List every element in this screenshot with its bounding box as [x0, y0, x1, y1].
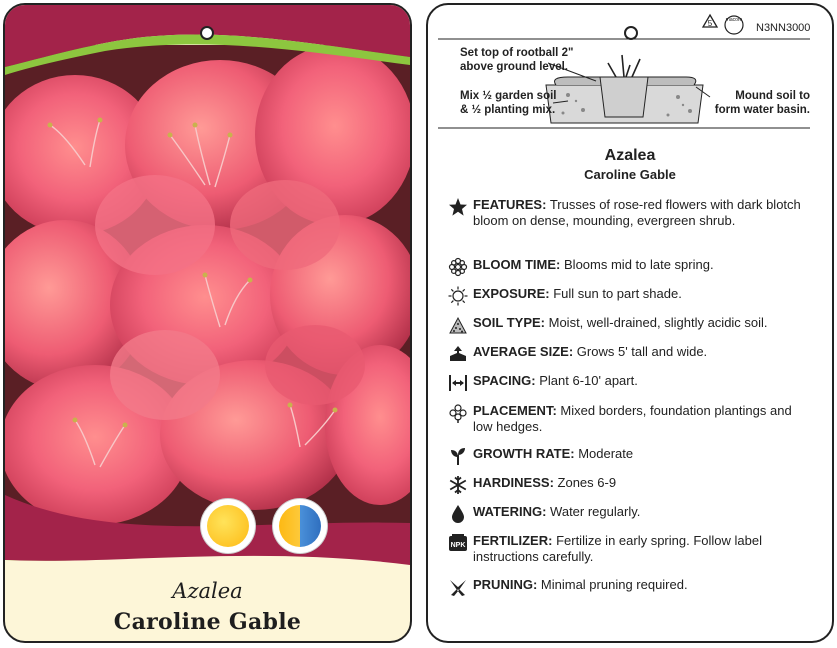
- attribute-text: Fertilize in early spring. Follow label instructions carefully.: [473, 533, 762, 564]
- back-cultivar-name: Caroline Gable: [584, 167, 676, 182]
- soil-icon: [448, 315, 468, 335]
- front-tag: [3, 3, 412, 643]
- npk-icon: [448, 533, 468, 553]
- attribute-label: PRUNING:: [473, 577, 538, 592]
- attribute-text: Trusses of rose-red flowers with dark blotch bloom on dense, mounding, evergreen shrub.: [473, 197, 801, 228]
- attribute-label: GROWTH RATE:: [473, 446, 575, 461]
- recycle-number: 5: [707, 19, 713, 28]
- attribute-label: SPACING:: [473, 373, 536, 388]
- svg-text:NPK: NPK: [450, 542, 466, 549]
- tag-hole: [200, 26, 214, 40]
- back-tag: [426, 3, 834, 643]
- attribute-label: HARDINESS:: [473, 475, 554, 490]
- part-shade-icon: [273, 499, 327, 553]
- attribute-label: WATERING:: [473, 504, 547, 519]
- attribute-label: BLOOM TIME:: [473, 257, 561, 272]
- attribute-label: PLACEMENT:: [473, 403, 557, 418]
- attribute-spacing: [448, 373, 808, 389]
- attribute-bloom-time: [448, 257, 808, 273]
- attribute-text: Minimal pruning required.: [540, 577, 688, 592]
- attribute-label: EXPOSURE:: [473, 286, 550, 301]
- sun-icon: [448, 286, 468, 306]
- sprout-icon: [448, 446, 468, 466]
- front-species-name: Azalea: [172, 579, 243, 603]
- attribute-average-size: [448, 344, 808, 360]
- attribute-soil-type: [448, 315, 808, 331]
- front-cultivar-name: Caroline Gable: [113, 609, 302, 635]
- attribute-text: Water regularly.: [550, 504, 641, 519]
- attribute-watering: [448, 504, 808, 520]
- attribute-pruning: [448, 577, 808, 593]
- attribute-text: Grows 5' tall and wide.: [576, 344, 708, 359]
- attribute-label: SOIL TYPE:: [473, 315, 545, 330]
- diagram-label-mix: Mix ½ garden soil & ½ planting mix.: [460, 90, 557, 116]
- diagram-label-mound: Mound soil to form water basin.: [714, 90, 810, 116]
- tag-hole: [624, 26, 638, 40]
- recycle-brand: macore: [725, 17, 743, 23]
- snowflake-icon: [448, 475, 468, 495]
- water-drop-icon: [448, 504, 468, 524]
- attribute-fertilizer: [448, 533, 808, 565]
- full-sun-icon: [201, 499, 255, 553]
- size-icon: [448, 344, 468, 364]
- product-code: N3NN3000: [756, 22, 811, 34]
- attribute-features: [448, 197, 808, 229]
- attribute-label: FEATURES:: [473, 197, 547, 212]
- attribute-exposure: [448, 286, 808, 302]
- attribute-growth-rate: [448, 446, 808, 462]
- attribute-placement: [448, 403, 808, 435]
- attribute-hardiness: [448, 475, 808, 491]
- attribute-text: Mixed borders, foundation plantings and low hedges.: [473, 403, 792, 434]
- diagram-label-top: Set top of rootball 2" above ground level.: [460, 47, 574, 73]
- attribute-text: Plant 6-10' apart.: [539, 373, 638, 388]
- placement-icon: [448, 403, 468, 423]
- pruners-icon: [448, 577, 468, 597]
- attribute-text: Moderate: [578, 446, 634, 461]
- attribute-label: AVERAGE SIZE:: [473, 344, 574, 359]
- attribute-label: FERTILIZER:: [473, 533, 553, 548]
- attribute-text: Full sun to part shade.: [553, 286, 682, 301]
- back-species-name: Azalea: [604, 147, 656, 164]
- attribute-text: Moist, well-drained, slightly acidic soil.: [548, 315, 768, 330]
- spacing-icon: [448, 373, 468, 393]
- flower-icon: [448, 257, 468, 277]
- attribute-text: Blooms mid to late spring.: [564, 257, 714, 272]
- attribute-text: Zones 6-9: [557, 475, 617, 490]
- star-icon: [448, 197, 468, 217]
